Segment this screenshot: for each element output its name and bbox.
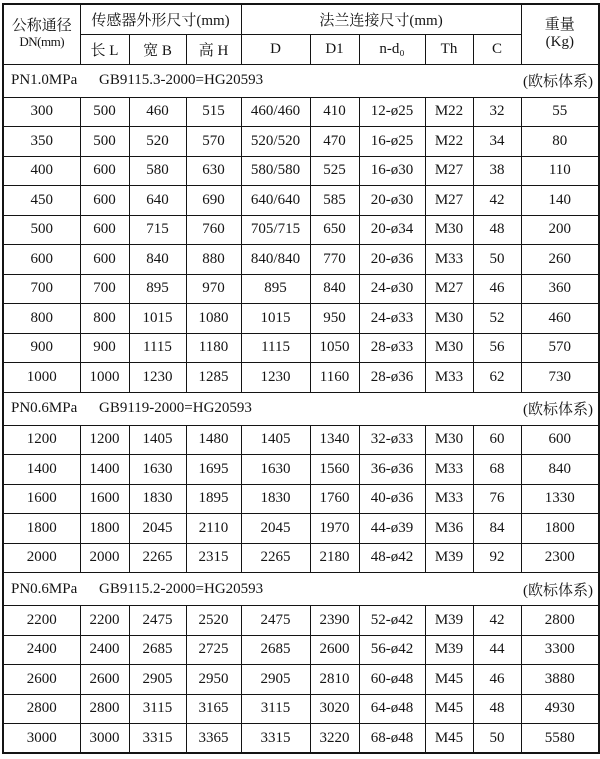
spec-row [3, 455, 599, 485]
cell-width-b: 715 [129, 215, 186, 245]
cell-n-d0: 28-ø36 [359, 363, 425, 393]
cell-length-l: 600 [80, 215, 129, 245]
system-note-label: (欧标体系) [523, 582, 593, 599]
cell-d1: 525 [310, 156, 359, 186]
cell-weight: 110 [521, 156, 599, 186]
cell-d: 840/840 [241, 245, 310, 275]
cell-dn: 2200 [3, 606, 80, 636]
cell-width-b: 2045 [129, 514, 186, 544]
cell-width-b: 520 [129, 127, 186, 157]
cell-th: M33 [425, 363, 473, 393]
cell-weight: 4930 [521, 694, 599, 724]
cell-d: 1830 [241, 484, 310, 514]
cell-d: 2685 [241, 635, 310, 665]
cell-height-h: 690 [186, 186, 241, 216]
cell-d: 1630 [241, 455, 310, 485]
pressure-rating-label: PN0.6MPa [11, 580, 78, 597]
spec-row [3, 215, 599, 245]
cell-length-l: 600 [80, 245, 129, 275]
cell-length-l: 1600 [80, 484, 129, 514]
cell-height-h: 2315 [186, 543, 241, 573]
cell-c: 62 [473, 363, 521, 393]
col-header-dn [3, 4, 80, 64]
cell-th: M30 [425, 304, 473, 334]
cell-d1: 1340 [310, 425, 359, 455]
spec-table-body [3, 64, 599, 753]
cell-weight: 80 [521, 127, 599, 157]
cell-d: 520/520 [241, 127, 310, 157]
cell-c: 38 [473, 156, 521, 186]
cell-n-d0: 68-ø48 [359, 724, 425, 754]
cell-d1: 650 [310, 215, 359, 245]
cell-length-l: 3000 [80, 724, 129, 754]
cell-width-b: 3115 [129, 694, 186, 724]
cell-dn: 1800 [3, 514, 80, 544]
spec-row [3, 274, 599, 304]
cell-d: 2905 [241, 665, 310, 695]
col-header-width-b: 宽 B [129, 34, 186, 64]
cell-width-b: 1405 [129, 425, 186, 455]
cell-length-l: 800 [80, 304, 129, 334]
col-header-th: Th [425, 34, 473, 64]
cell-th: M33 [425, 484, 473, 514]
cell-weight: 1800 [521, 514, 599, 544]
dn-title-label: 公称通径 [11, 18, 72, 35]
cell-weight: 600 [521, 425, 599, 455]
header-row-subcolumns [3, 34, 599, 64]
cell-d1: 3020 [310, 694, 359, 724]
cell-c: 34 [473, 127, 521, 157]
cell-width-b: 460 [129, 97, 186, 127]
cell-width-b: 1230 [129, 363, 186, 393]
cell-th: M39 [425, 635, 473, 665]
cell-width-b: 2905 [129, 665, 186, 695]
spec-row [3, 514, 599, 544]
col-group-sensor-dimensions: 传感器外形尺寸(mm) [80, 4, 241, 34]
cell-width-b: 580 [129, 156, 186, 186]
cell-height-h: 3165 [186, 694, 241, 724]
section-header-row [3, 392, 599, 425]
cell-weight: 200 [521, 215, 599, 245]
cell-c: 76 [473, 484, 521, 514]
cell-n-d0: 20-ø36 [359, 245, 425, 275]
cell-c: 48 [473, 694, 521, 724]
cell-width-b: 2685 [129, 635, 186, 665]
col-header-n-d0: n-d₀ [359, 34, 425, 64]
cell-dn: 800 [3, 304, 80, 334]
cell-height-h: 2950 [186, 665, 241, 695]
dn-unit-label: DN(mm) [19, 34, 65, 50]
cell-d: 895 [241, 274, 310, 304]
cell-d1: 1160 [310, 363, 359, 393]
standard-code-label: GB9115.2-2000=HG20593 [99, 580, 264, 597]
cell-height-h: 1180 [186, 333, 241, 363]
cell-width-b: 895 [129, 274, 186, 304]
col-header-length-l: 长 L [80, 34, 129, 64]
standard-code-label: GB9115.3-2000=HG20593 [99, 72, 264, 88]
section-header-row [3, 573, 599, 606]
cell-c: 48 [473, 215, 521, 245]
cell-height-h: 2110 [186, 514, 241, 544]
cell-dn: 900 [3, 333, 80, 363]
cell-d: 705/715 [241, 215, 310, 245]
cell-height-h: 760 [186, 215, 241, 245]
cell-d: 1405 [241, 425, 310, 455]
cell-d1: 1760 [310, 484, 359, 514]
spec-row [3, 304, 599, 334]
cell-n-d0: 20-ø30 [359, 186, 425, 216]
cell-weight: 55 [521, 97, 599, 127]
cell-n-d0: 24-ø33 [359, 304, 425, 334]
cell-weight: 840 [521, 455, 599, 485]
cell-th: M45 [425, 724, 473, 754]
spec-row [3, 156, 599, 186]
spec-row [3, 97, 599, 127]
weight-title-label: 重量 [544, 17, 575, 33]
col-header-weight [521, 4, 599, 64]
cell-length-l: 1200 [80, 425, 129, 455]
cell-dn: 350 [3, 127, 80, 157]
cell-n-d0: 44-ø39 [359, 514, 425, 544]
cell-height-h: 970 [186, 274, 241, 304]
section-header-cell [3, 64, 599, 97]
cell-d: 2475 [241, 606, 310, 636]
cell-length-l: 2400 [80, 635, 129, 665]
cell-dn: 2000 [3, 543, 80, 573]
cell-d1: 840 [310, 274, 359, 304]
cell-width-b: 640 [129, 186, 186, 216]
cell-width-b: 2265 [129, 543, 186, 573]
cell-n-d0: 32-ø33 [359, 425, 425, 455]
cell-length-l: 500 [80, 97, 129, 127]
cell-th: M22 [425, 97, 473, 127]
standard-code-label: GB9119-2000=HG20593 [99, 400, 252, 416]
cell-width-b: 1830 [129, 484, 186, 514]
cell-th: M30 [425, 333, 473, 363]
cell-weight: 2300 [521, 543, 599, 573]
cell-th: M27 [425, 186, 473, 216]
cell-weight: 570 [521, 333, 599, 363]
spec-row [3, 245, 599, 275]
cell-n-d0: 60-ø48 [359, 665, 425, 695]
cell-d1: 950 [310, 304, 359, 334]
cell-width-b: 1630 [129, 455, 186, 485]
cell-n-d0: 36-ø36 [359, 455, 425, 485]
cell-n-d0: 64-ø48 [359, 694, 425, 724]
cell-d: 1115 [241, 333, 310, 363]
spec-row [3, 694, 599, 724]
cell-weight: 730 [521, 363, 599, 393]
cell-height-h: 515 [186, 97, 241, 127]
cell-height-h: 2520 [186, 606, 241, 636]
cell-length-l: 2000 [80, 543, 129, 573]
col-header-c: C [473, 34, 521, 64]
col-group-flange-dimensions: 法兰连接尺寸(mm) [241, 4, 521, 34]
cell-height-h: 3365 [186, 724, 241, 754]
cell-weight: 1330 [521, 484, 599, 514]
cell-height-h: 880 [186, 245, 241, 275]
cell-length-l: 600 [80, 156, 129, 186]
col-header-height-h: 高 H [186, 34, 241, 64]
cell-th: M30 [425, 215, 473, 245]
cell-weight: 360 [521, 274, 599, 304]
cell-n-d0: 40-ø36 [359, 484, 425, 514]
cell-d: 2265 [241, 543, 310, 573]
pressure-rating-label: PN1.0MPa [11, 72, 78, 88]
cell-n-d0: 16-ø25 [359, 127, 425, 157]
flange-dimension-spec-table [2, 3, 600, 754]
cell-height-h: 1895 [186, 484, 241, 514]
cell-d: 1015 [241, 304, 310, 334]
cell-d1: 410 [310, 97, 359, 127]
cell-weight: 2800 [521, 606, 599, 636]
cell-c: 42 [473, 606, 521, 636]
cell-length-l: 700 [80, 274, 129, 304]
cell-n-d0: 48-ø42 [359, 543, 425, 573]
cell-height-h: 1695 [186, 455, 241, 485]
spec-row [3, 127, 599, 157]
cell-c: 32 [473, 97, 521, 127]
cell-c: 44 [473, 635, 521, 665]
cell-d: 1230 [241, 363, 310, 393]
cell-d1: 2390 [310, 606, 359, 636]
cell-d1: 2810 [310, 665, 359, 695]
cell-d: 3315 [241, 724, 310, 754]
cell-dn: 1400 [3, 455, 80, 485]
cell-length-l: 2800 [80, 694, 129, 724]
section-header-cell [3, 392, 599, 425]
cell-d: 2045 [241, 514, 310, 544]
cell-th: M45 [425, 694, 473, 724]
cell-c: 84 [473, 514, 521, 544]
cell-dn: 1600 [3, 484, 80, 514]
header-row-groups [3, 4, 599, 34]
cell-dn: 450 [3, 186, 80, 216]
cell-weight: 5580 [521, 724, 599, 754]
section-header-row [3, 64, 599, 97]
cell-dn: 1200 [3, 425, 80, 455]
cell-width-b: 1115 [129, 333, 186, 363]
cell-d: 460/460 [241, 97, 310, 127]
cell-th: M22 [425, 127, 473, 157]
spec-row [3, 363, 599, 393]
spec-row [3, 186, 599, 216]
cell-n-d0: 16-ø30 [359, 156, 425, 186]
spec-row [3, 635, 599, 665]
cell-d1: 3220 [310, 724, 359, 754]
cell-length-l: 1000 [80, 363, 129, 393]
cell-dn: 600 [3, 245, 80, 275]
cell-c: 46 [473, 665, 521, 695]
cell-weight: 460 [521, 304, 599, 334]
cell-dn: 700 [3, 274, 80, 304]
cell-th: M33 [425, 245, 473, 275]
cell-weight: 3880 [521, 665, 599, 695]
spec-row [3, 665, 599, 695]
cell-height-h: 1080 [186, 304, 241, 334]
system-note-label: (欧标体系) [523, 402, 593, 418]
cell-n-d0: 20-ø34 [359, 215, 425, 245]
cell-dn: 2400 [3, 635, 80, 665]
spec-row [3, 606, 599, 636]
cell-th: M45 [425, 665, 473, 695]
cell-length-l: 600 [80, 186, 129, 216]
cell-dn: 2600 [3, 665, 80, 695]
cell-length-l: 900 [80, 333, 129, 363]
spec-row [3, 724, 599, 754]
cell-c: 92 [473, 543, 521, 573]
spec-row [3, 484, 599, 514]
cell-c: 52 [473, 304, 521, 334]
cell-c: 60 [473, 425, 521, 455]
cell-n-d0: 12-ø25 [359, 97, 425, 127]
cell-th: M36 [425, 514, 473, 544]
col-header-d: D [241, 34, 310, 64]
cell-c: 50 [473, 724, 521, 754]
cell-th: M30 [425, 425, 473, 455]
cell-n-d0: 24-ø30 [359, 274, 425, 304]
cell-dn: 300 [3, 97, 80, 127]
cell-height-h: 630 [186, 156, 241, 186]
cell-weight: 260 [521, 245, 599, 275]
cell-height-h: 1480 [186, 425, 241, 455]
cell-height-h: 570 [186, 127, 241, 157]
cell-width-b: 3315 [129, 724, 186, 754]
section-header-cell [3, 573, 599, 606]
cell-length-l: 2200 [80, 606, 129, 636]
cell-d: 640/640 [241, 186, 310, 216]
cell-n-d0: 28-ø33 [359, 333, 425, 363]
cell-width-b: 2475 [129, 606, 186, 636]
cell-dn: 1000 [3, 363, 80, 393]
cell-th: M33 [425, 455, 473, 485]
cell-dn: 2800 [3, 694, 80, 724]
cell-d1: 1970 [310, 514, 359, 544]
cell-weight: 3300 [521, 635, 599, 665]
cell-c: 46 [473, 274, 521, 304]
pressure-rating-label: PN0.6MPa [11, 400, 78, 416]
spec-row [3, 543, 599, 573]
cell-d1: 2600 [310, 635, 359, 665]
cell-length-l: 2600 [80, 665, 129, 695]
cell-th: M27 [425, 274, 473, 304]
cell-n-d0: 52-ø42 [359, 606, 425, 636]
cell-th: M27 [425, 156, 473, 186]
cell-d: 580/580 [241, 156, 310, 186]
system-note-label: (欧标体系) [523, 74, 593, 90]
cell-height-h: 2725 [186, 635, 241, 665]
cell-dn: 500 [3, 215, 80, 245]
cell-th: M39 [425, 543, 473, 573]
cell-width-b: 840 [129, 245, 186, 275]
cell-height-h: 1285 [186, 363, 241, 393]
cell-length-l: 1400 [80, 455, 129, 485]
cell-width-b: 1015 [129, 304, 186, 334]
spec-row [3, 425, 599, 455]
cell-c: 50 [473, 245, 521, 275]
spec-row [3, 333, 599, 363]
cell-c: 68 [473, 455, 521, 485]
col-header-d1: D1 [310, 34, 359, 64]
cell-c: 42 [473, 186, 521, 216]
cell-th: M39 [425, 606, 473, 636]
cell-d1: 770 [310, 245, 359, 275]
weight-unit-label: (Kg) [545, 34, 574, 51]
cell-d1: 1560 [310, 455, 359, 485]
cell-dn: 400 [3, 156, 80, 186]
cell-c: 56 [473, 333, 521, 363]
cell-n-d0: 56-ø42 [359, 635, 425, 665]
cell-length-l: 1800 [80, 514, 129, 544]
cell-dn: 3000 [3, 724, 80, 754]
cell-length-l: 500 [80, 127, 129, 157]
cell-d1: 470 [310, 127, 359, 157]
cell-d1: 585 [310, 186, 359, 216]
cell-d: 3115 [241, 694, 310, 724]
cell-weight: 140 [521, 186, 599, 216]
cell-d1: 2180 [310, 543, 359, 573]
cell-d1: 1050 [310, 333, 359, 363]
